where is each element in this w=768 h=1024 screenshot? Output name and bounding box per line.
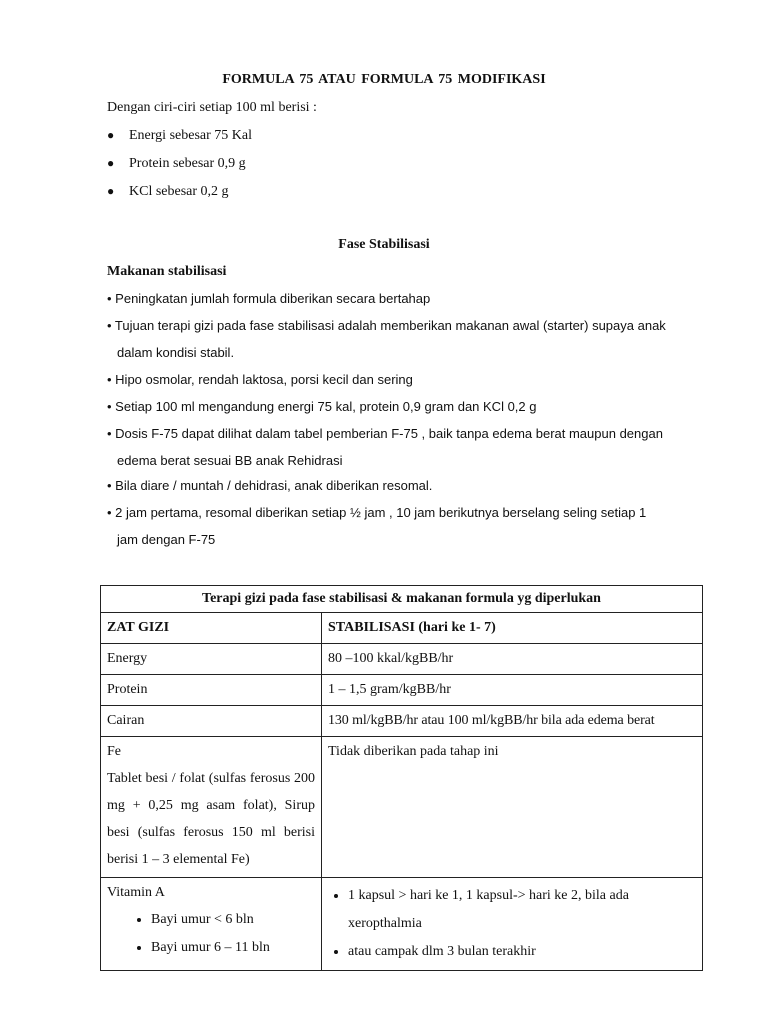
feature-item: ● (107, 184, 115, 198)
feature-text: KCl sebesar 0,2 g (129, 184, 229, 199)
nutrient-label: Energy (101, 644, 322, 675)
feature-text: Energi sebesar 75 Kal (129, 128, 252, 143)
nutrient-value: 80 –100 kkal/kgBB/hr (322, 644, 703, 675)
intro-text: Dengan ciri-ciri setiap 100 ml berisi : (107, 100, 317, 115)
table-row (101, 675, 703, 706)
subsection-title: Makanan stabilisasi (107, 264, 227, 279)
vitamin-a-value-cell (322, 878, 703, 971)
column-header-zat-gizi: ZAT GIZI (101, 613, 322, 644)
point-line: dalam kondisi stabil. (117, 345, 235, 360)
point-line: • Hipo osmolar, rendah laktosa, porsi kecil dan sering (107, 372, 413, 387)
vitamin-a-label: Vitamin A (107, 885, 165, 900)
column-header-stabilisasi: STABILISASI (hari ke 1- 7) (322, 613, 703, 644)
point-line: • Bila diare / muntah / dehidrasi, anak diberikan resomal. (107, 478, 433, 493)
list-item: • Bayi umur 6 – 11 bln (151, 934, 315, 962)
point-line: • Setiap 100 ml mengandung energi 75 kal, protein 0,9 gram dan KCl 0,2 g (107, 399, 537, 414)
table-caption-row (101, 586, 703, 613)
vitamin-a-age-list (107, 906, 315, 962)
table-caption: Terapi gizi pada fase stabilisasi & makanan formula yg diperlukan (101, 586, 703, 613)
point-line: • 2 jam pertama, resomal diberikan setiap ½ jam , 10 jam berikutnya berselang seling setiap 1 (107, 505, 647, 520)
table-row (101, 644, 703, 675)
table-row (101, 706, 703, 737)
feature-item: ● (107, 128, 115, 142)
feature-item: ● (107, 156, 115, 170)
point-line: jam dengan F-75 (117, 532, 216, 547)
nutrient-value: 1 – 1,5 gram/kgBB/hr (322, 675, 703, 706)
table-row-fe (101, 737, 703, 878)
table-row-vitamin-a (101, 878, 703, 971)
fe-value: Tidak diberikan pada tahap ini (322, 737, 703, 878)
nutrient-value: 130 ml/kgBB/hr atau 100 ml/kgBB/hr bila ada edema berat (322, 706, 703, 737)
list-item: • 1 kapsul > hari ke 1, 1 kapsul-> hari ke 2, bila ada xeropthalmia (348, 882, 696, 938)
point-line: • Dosis F-75 dapat dilihat dalam tabel pemberian F-75 , baik tanpa edema berat maupun dengan (107, 426, 663, 441)
list-item: • atau campak dlm 3 bulan terakhir (348, 938, 696, 966)
nutrient-label: Cairan (101, 706, 322, 737)
table-header-row (101, 613, 703, 644)
point-line: • Peningkatan jumlah formula diberikan secara bertahap (107, 291, 431, 306)
feature-text: Protein sebesar 0,9 g (129, 156, 246, 171)
list-item: • Bayi umur < 6 bln (151, 906, 315, 934)
nutrient-label: Protein (101, 675, 322, 706)
document-title: FORMULA 75 ATAU FORMULA 75 MODIFIKASI (222, 72, 546, 87)
fe-label: Fe (107, 744, 121, 759)
point-line: • Tujuan terapi gizi pada fase stabilisasi adalah memberikan makanan awal (starter) supaya anak (107, 318, 666, 333)
vitamin-a-dose-list (328, 882, 696, 966)
nutrition-therapy-table (100, 585, 703, 971)
fe-detail: Tablet besi / folat (sulfas ferosus 200 mg + 0,25 mg asam folat), Sirup besi (sulfas ferosus 150 ml berisi berisi 1 – 3 elemental Fe) (107, 771, 315, 867)
vitamin-a-cell (101, 878, 322, 971)
point-line: edema berat sesuai BB anak Rehidrasi (117, 453, 343, 468)
section-title: Fase Stabilisasi (338, 237, 430, 252)
fe-cell (101, 737, 322, 878)
